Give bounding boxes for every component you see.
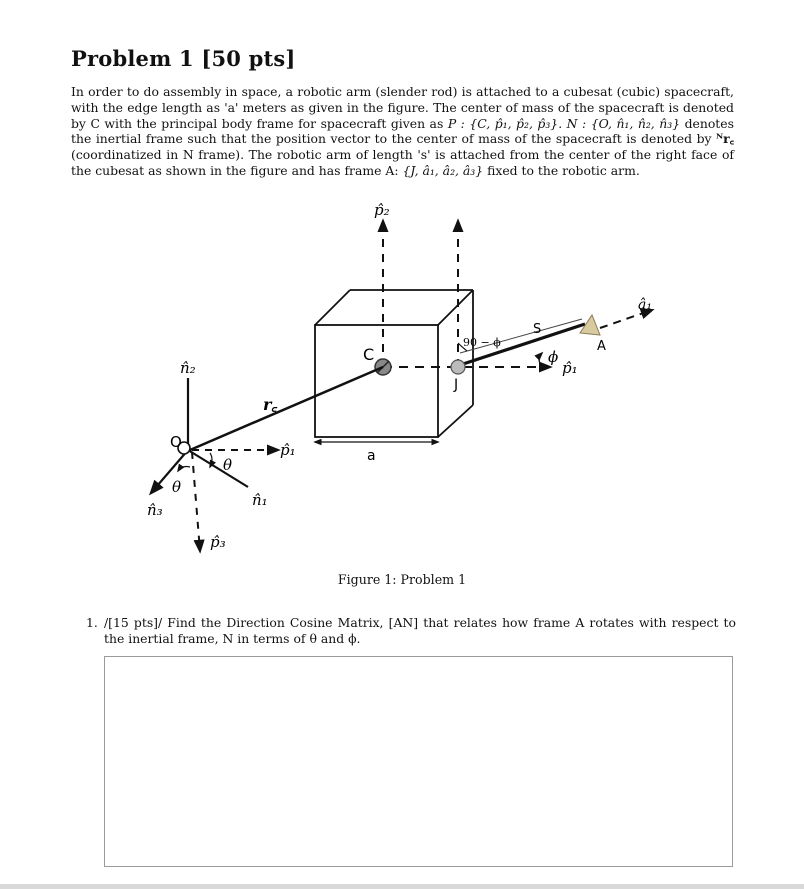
label-rc: r꜀ <box>263 395 277 414</box>
question-1 <box>86 615 736 647</box>
label-a-edge: a <box>367 448 376 464</box>
label-s-arm: S <box>533 322 542 337</box>
figure-caption: Figure 1: Problem 1 <box>337 572 467 587</box>
label-phi: ϕ <box>548 348 559 366</box>
intro-text-1: In order to do assembly in space, a robotic arm (slender rod) is attached to a cubesat (cubic) spacecraft, with the edge length as 'a' meters as given in the figure. The center of mass of the spacecraft is denoted by C with the principal body frame for spacecraft given as <box>71 84 734 131</box>
label-p2: p̂₂ <box>374 201 390 219</box>
question-text: /[15 pts]/ Find the Direction Cosine Matrix, [AN] that relates how frame A rotates with respect to the inertial frame, N in terms of θ and ϕ. <box>104 615 736 646</box>
phi-arc <box>539 353 542 366</box>
answer-box[interactable] <box>104 656 733 867</box>
problem-title: Problem 1 [50 pts] <box>71 46 296 71</box>
intro-text-4: (coordinatized in N frame). The robotic arm of length 's' is attached from the center of the right face of the cubesat as shown in the figure and has frame A: <box>71 147 734 178</box>
label-a1: â₁ <box>638 297 652 313</box>
label-p1-origin: p̂₁ <box>280 441 296 459</box>
cubesat <box>315 290 473 437</box>
frame-n-definition: N : {O, n̂₁, n̂₂, n̂₃} <box>566 115 681 131</box>
p3-axis <box>192 452 200 551</box>
label-O: O <box>170 433 182 451</box>
label-n2: n̂₂ <box>180 359 196 377</box>
theta-arc-2 <box>178 467 190 472</box>
label-p1-joint: p̂₁ <box>562 359 578 377</box>
label-n3: n̂₃ <box>147 501 163 519</box>
n3-axis <box>151 450 188 493</box>
label-theta-2: θ <box>172 478 182 496</box>
question-number: 1. <box>86 615 98 630</box>
label-p3: p̂₃ <box>210 533 226 551</box>
frame-p-definition: P : {C, p̂₁, p̂₂, p̂₃} <box>447 115 559 131</box>
intro-text-5: fixed to the robotic arm. <box>483 162 640 178</box>
label-theta-1: θ <box>223 456 233 474</box>
problem-statement <box>71 84 734 179</box>
label-C: C <box>363 345 375 364</box>
joint-point <box>451 360 465 374</box>
frame-a-definition: {J, â₁, â₂, â₃} <box>402 162 484 178</box>
intro-text-3: denotes the inertial frame such that the position vector to the center of mass of the spacecraft is denoted by <box>71 115 734 147</box>
intro-text-2: . <box>558 115 567 131</box>
label-J: J <box>454 377 459 393</box>
problem-figure <box>130 195 690 565</box>
label-n1: n̂₁ <box>252 491 268 509</box>
label-A-point: A <box>597 339 606 354</box>
page-bottom-border <box>0 884 804 889</box>
n1-axis <box>188 450 248 487</box>
label-ninety-minus-phi: 90 − ϕ <box>463 336 501 349</box>
rc-vector: ᴺr꜀ <box>716 131 734 147</box>
